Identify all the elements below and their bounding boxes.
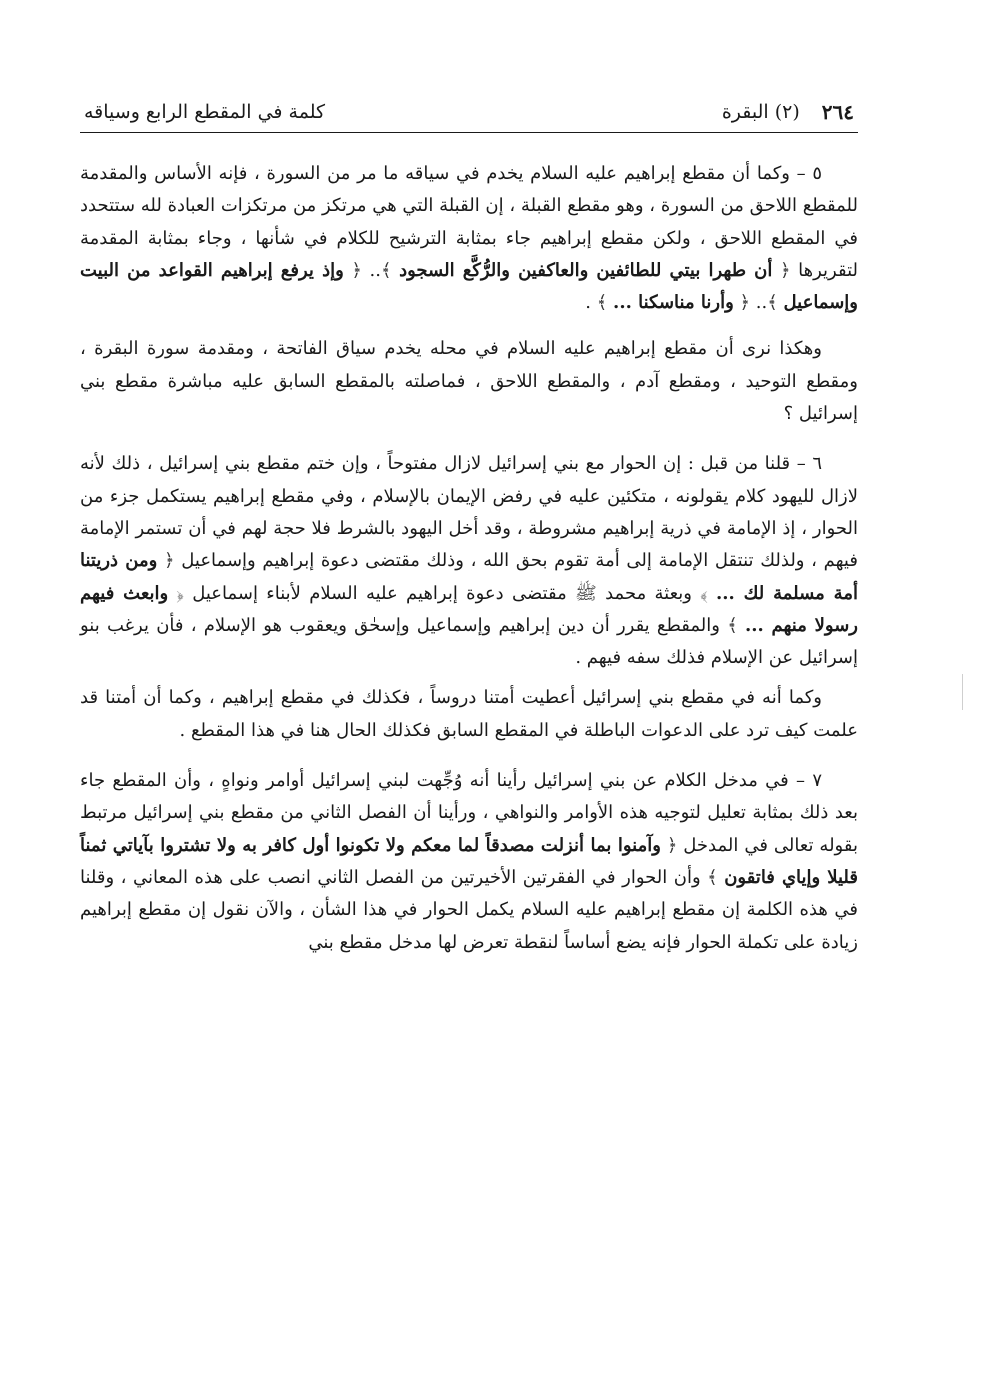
header-rule (80, 132, 858, 133)
scan-mark (962, 674, 963, 710)
paragraph-5 (80, 158, 858, 319)
paragraph-7 (80, 765, 858, 959)
p5-quote-3: وأرنا مناسكنا ... (613, 292, 734, 314)
quran-close-ornament: ﴾ (380, 259, 392, 281)
surah-name: (٢) البقرة (721, 101, 800, 123)
header-right-group (722, 100, 854, 124)
quran-open-ornament: ﴿ (351, 259, 362, 281)
paragraph-summary-1 (80, 333, 858, 430)
quran-open-ornament: ﴿ (739, 292, 751, 314)
p6-text-3: مقتضى دعوة إبراهيم عليه السلام لأبناء إسماعيل (192, 582, 567, 604)
p7-text-1: ٧ – في مدخل الكلام عن بني إسرائيل رأينا أنه وُجِّهت لبني إسرائيل أوامر ونواهٍ ، وأن المقطع جاء بعد ذلك بمثابة تعليل لتوجيه هذه الأوامر والنواهي ، ورأينا أن الفصل الثاني من مقطع بني إسرائيل مرتبط بقوله تعالى في المدخل (80, 770, 858, 856)
quran-close-ornament: ﴾ (767, 292, 778, 314)
quran-close-ornament: ﴾ (727, 614, 738, 636)
p5-text: ٥ – وكما أن مقطع إبراهيم عليه السلام يخدم في سياقه ما مر من السورة ، فإنه الأساس والمقدمة للمقطع اللاحق من السورة ، وهو مقطع القبلة ، إن القبلة التي هي مرتكز من مرتكزات العبادة لله ستتحدد في المقطع اللاحق ، ولكن مقطع إبراهيم جاء بمثابة الترشيح للكلام في شأنها ، وجاء بمثابة المقدمة لتقريرها (80, 163, 858, 281)
salawat-glyph: ﷺ (575, 582, 597, 604)
p5-quote-2: وإذ يرفع إبراهيم القواعد من البيت وإسماعيل (80, 259, 858, 314)
p6-quote-1: ومن ذريتنا أمة مسلمة لك ... (80, 550, 858, 604)
p5-separator-2: .. (755, 292, 768, 314)
page-number: ٢٦٤ (821, 100, 854, 124)
summary-2-text: وكما أنه في مقطع بني إسرائيل أعطيت أمتنا دروساً ، فكذلك في مقطع إبراهيم ، وكما أن أمتنا قد علمت كيف ترد على الدعوات الباطلة في المقطع السابق فكذلك الحال هنا في هذا المقطع . (80, 687, 858, 741)
p6-quote-2: وابعث فيهم رسولا منهم ... (80, 582, 858, 636)
p5-end: . (585, 292, 592, 314)
quran-close-ornament: ﴾ (700, 582, 708, 604)
p6-text-4: والمقطع يقرر أن دين إبراهيم وإسماعيل وإسحٰق ويعقوب هو الإسلام ، فأن يرغب بنو إسرائيل عن الإسلام فذلك سفه فيهم . (80, 614, 858, 669)
paragraph-6 (80, 448, 858, 674)
p5-quote-1: أن طهرا بيتي للطائفين والعاكفين والرُّكَّع السجود (399, 259, 773, 281)
section-title: كلمة في المقطع الرابع وسياقه (84, 101, 326, 123)
p5-separator-1: .. (369, 259, 381, 281)
quran-open-ornament: ﴿ (164, 550, 175, 572)
p6-text-1: ٦ – قلنا من قبل : إن الحوار مع بني إسرائيل لازال مفتوحاً ، وإن ختم مقطع بني إسرائيل ، ذلك لأنه لازال لليهود كلام يقولونه ، متكئين عليه في رفض الإيمان بالإسلام ، وفي مقطع إبراهيم يستكمل جزء من الحوار ، إذ الإمامة في ذرية إبراهيم مشروطة ، وقد أخل اليهود بالشرط فلا حجة لهم في أن تستمر الإمامة فيهم ، ولذلك تنتقل الإمامة إلى أمة تقوم بحق الله ، وذلك مقتضى دعوة إبراهيم وإسماعيل (80, 453, 858, 572)
p6-text-2: وبعثة محمد (605, 582, 692, 604)
p7-text-2: وأن الحوار في الفقرتين الأخيرتين من الفصل الثاني انصب على هذه المعاني ، وقلنا في هذه الكلمة إن مقطع إبراهيم عليه السلام يكمل الحوار في هذا الشأن ، والآن نقول إن مقطع إبراهيم زيادة على تكملة الحوار فإنه يضع أساساً لنقطة تعرض لها مدخل مقطع بني (80, 866, 859, 953)
quran-close-ornament: ﴾ (707, 866, 718, 888)
summary-1-text: وهكذا نرى أن مقطع إبراهيم عليه السلام في محله يخدم سياق الفاتحة ، ومقدمة سورة البقرة ، ومقطع التوحيد ، ومقطع آدم ، والمقطع اللاحق ، فماصلته بالمقطع السابق عليه مباشرة مقطع بني إسرائيل ؟ (80, 338, 858, 425)
p7-quote-1: وآمنوا بما أنزلت مصدقاً لما معكم ولا تكونوا أول كافر به ولا تشتروا بآياتي ثمناً قليلا وإياي فاتقون (80, 834, 858, 888)
running-header (84, 96, 854, 128)
paragraph-summary-2 (80, 682, 858, 747)
quran-close-ornament: ﴾ (596, 292, 608, 314)
quran-open-ornament: ﴿ (176, 582, 184, 604)
page-body (80, 158, 858, 959)
quran-open-ornament: ﴿ (666, 834, 678, 856)
quran-open-ornament: ﴿ (779, 259, 791, 281)
